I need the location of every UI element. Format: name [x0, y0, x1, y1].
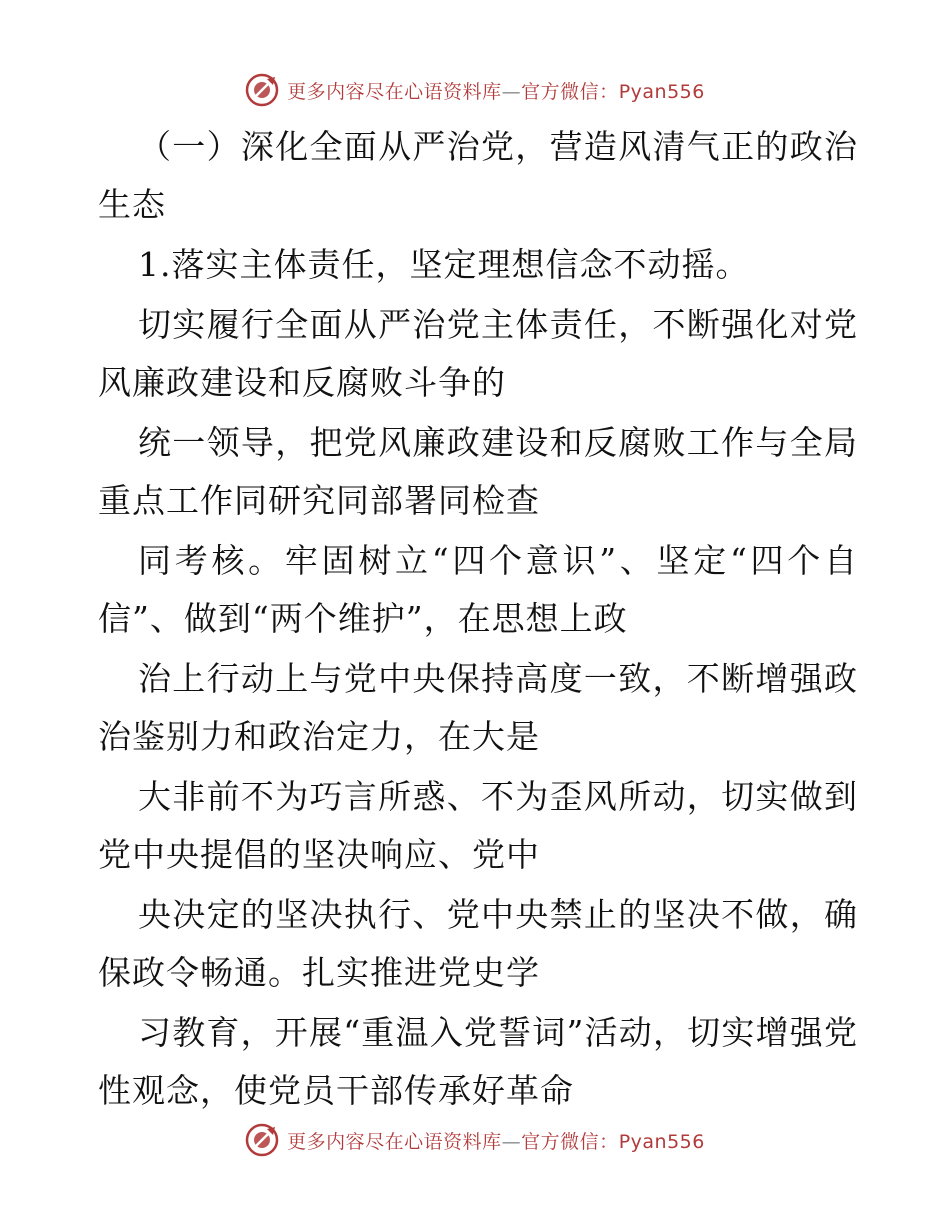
- footer-watermark: [0, 1120, 950, 1160]
- brand-logo-icon: [245, 73, 279, 107]
- watermark-text: [287, 1127, 705, 1154]
- watermark-separator: —: [501, 80, 522, 103]
- body-paragraph: 治上行动上与党中央保持高度一致，不断增强政治鉴别力和政治定力，在大是: [98, 659, 858, 756]
- body-paragraph: 切实履行全面从严治党主体责任，不断强化对党风廉政建设和反腐败斗争的: [98, 305, 858, 402]
- body-paragraph: 同考核。牢固树立“四个意识”、坚定“四个自信”、做到“两个维护”，在思想上政: [98, 541, 858, 638]
- document-body: [98, 118, 858, 1122]
- body-paragraph: 习教育，开展“重温入党誓词”活动，切实增强党性观念，使党员干部传承好革命: [98, 1013, 858, 1110]
- watermark-wechat-label: 官方微信：: [521, 80, 619, 103]
- brand-logo-icon: [245, 1123, 279, 1157]
- watermark-separator: —: [501, 1130, 522, 1153]
- watermark-site-text: 更多内容尽在心语资料库: [287, 1130, 502, 1153]
- body-paragraph: 大非前不为巧言所惑、不为歪风所动，切实做到党中央提倡的坚决响应、党中: [98, 777, 858, 874]
- watermark-wechat-label: 官方微信：: [521, 1130, 619, 1153]
- subsection-heading: 1.落实主体责任，坚定理想信念不动摇。: [138, 245, 750, 284]
- section-heading: （一）深化全面从严治党，营造风清气正的政治生态: [98, 127, 858, 224]
- header-watermark: [0, 70, 950, 110]
- body-paragraph: 央决定的坚决执行、党中央禁止的坚决不做，确保政令畅通。扎实推进党史学: [98, 895, 858, 992]
- watermark-wechat-id: Pyan556: [618, 1130, 705, 1153]
- watermark-wechat-id: Pyan556: [618, 80, 705, 103]
- body-paragraph: 统一领导，把党风廉政建设和反腐败工作与全局重点工作同研究同部署同检查: [98, 423, 858, 520]
- watermark-text: [287, 77, 705, 104]
- watermark-site-text: 更多内容尽在心语资料库: [287, 80, 502, 103]
